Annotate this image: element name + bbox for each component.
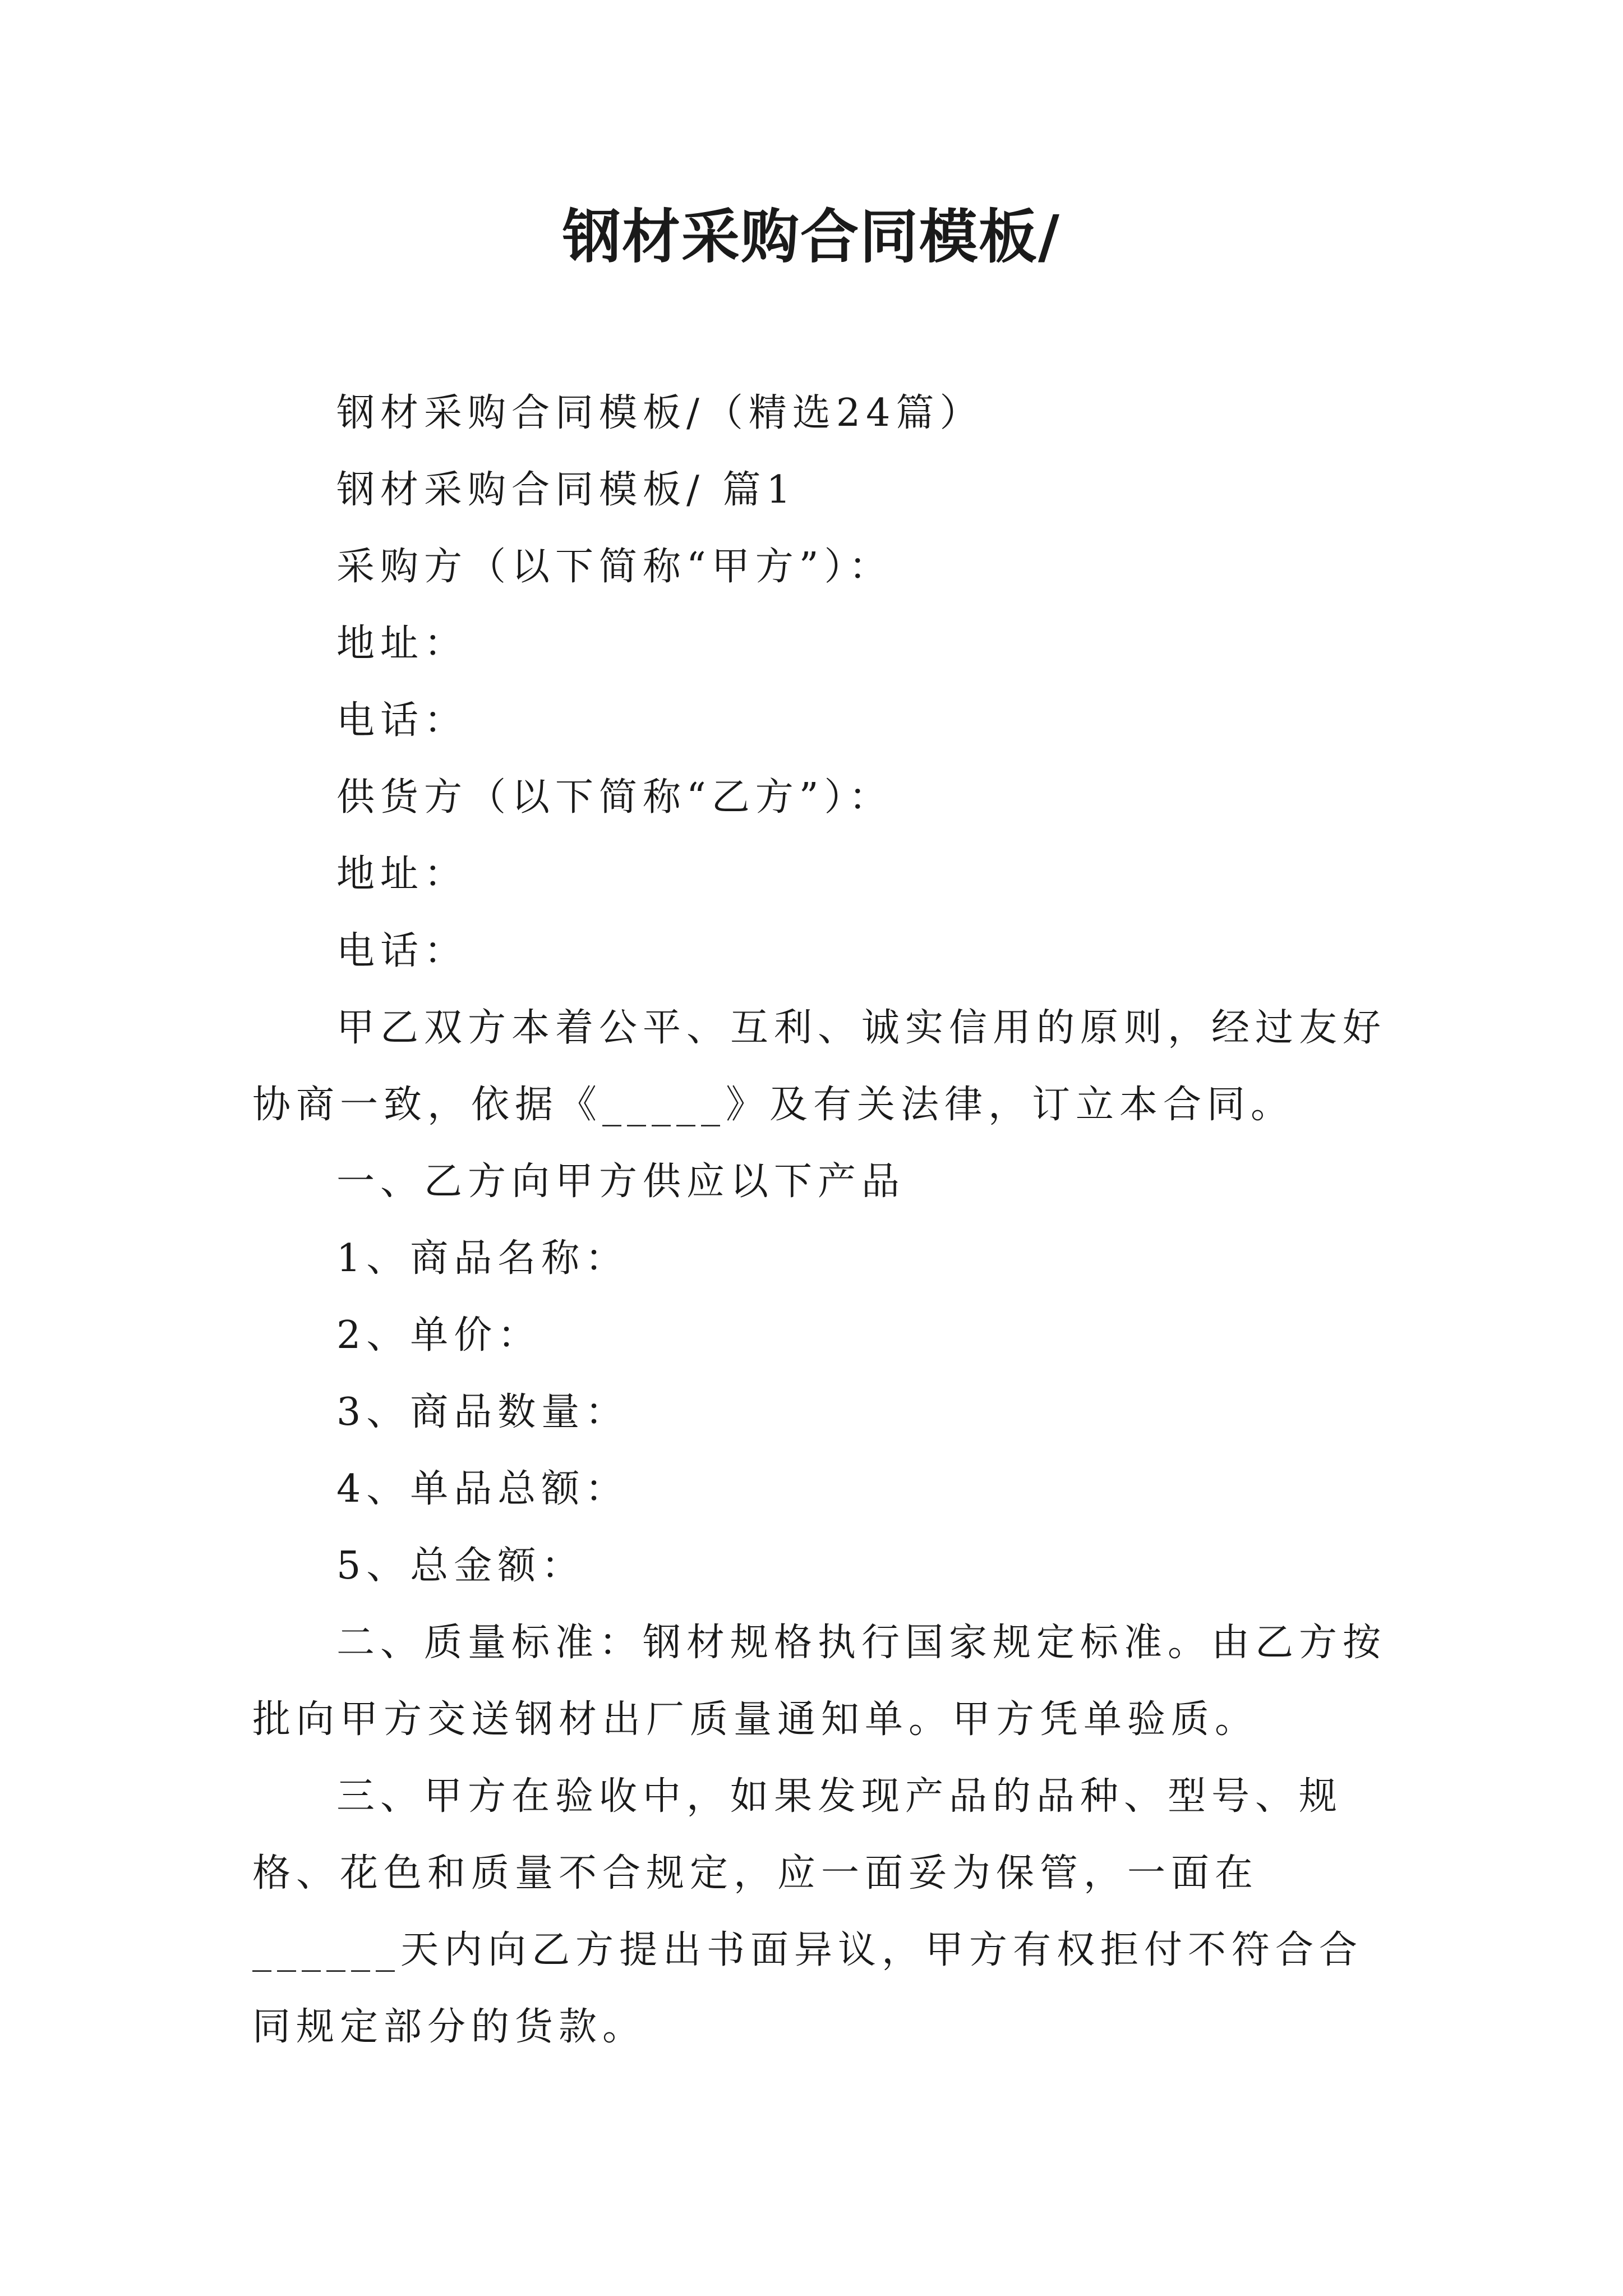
grand-total-item: 5、总金额： [336,1544,585,1588]
document-body [252,375,1387,2065]
supplier-address-label: 地址： [336,852,468,896]
item-total-item: 4、单品总额： [336,1467,629,1511]
unit-price-item: 2、单价： [336,1313,542,1358]
section-heading: 钢材采购合同模板/ 篇1 [336,468,796,512]
buyer-label: 采购方（以下简称“甲方”）： [336,545,893,589]
quantity-item: 3、商品数量： [336,1390,629,1434]
product-name-item: 1、商品名称： [336,1236,629,1281]
clause-1-heading: 一、乙方向甲方供应以下产品 [336,1159,906,1204]
buyer-phone-label: 电话： [336,698,468,743]
buyer-address-label: 地址： [336,622,468,666]
subtitle-line: 钢材采购合同模板/（精选24篇） [336,391,984,435]
supplier-label: 供货方（以下简称“乙方”）： [336,775,893,820]
clause-3-paragraph: 三、甲方在验收中，如果发现产品的品种、型号、规格、花色和质量不合规定，应一面妥为保管，一面在______天内向乙方提出书面异议，甲方有权拒付不符合合同规定部分的货款。 [252,1774,1363,2049]
supplier-phone-label: 电话： [336,929,468,973]
document-title: 钢材采购合同模板/ [562,202,1061,271]
clause-2-paragraph: 二、质量标准：钢材规格执行国家规定标准。由乙方按批向甲方交送钢材出厂质量通知单。甲方凭单验质。 [252,1621,1387,1742]
preamble-paragraph: 甲乙双方本着公平、互利、诚实信用的原则，经过友好协商一致，依据《_____》及有关法律，订立本合同。 [252,1006,1387,1127]
